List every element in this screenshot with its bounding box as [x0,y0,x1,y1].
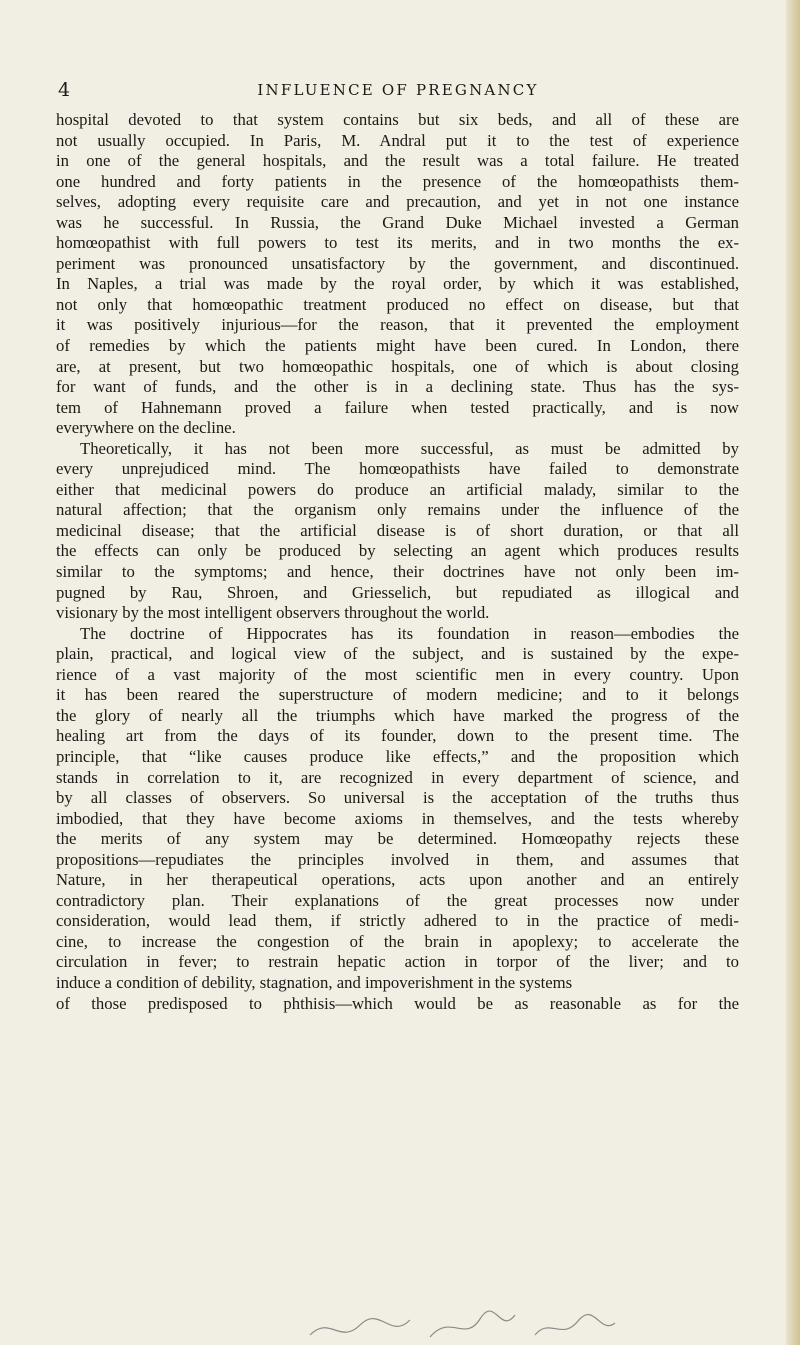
text-line: not usually occupied. In Paris, M. Andral put it to the test of experience [56,130,739,150]
text-line: the merits of any system may be determined. Homœopathy rejects these [56,829,739,849]
page-number: 4 [58,79,71,101]
text-line: Nature, in her therapeutical operations, acts upon another and an entirely [56,870,739,890]
text-line: not only that homœopathic treatment produced no effect on disease, but that [56,294,739,314]
text-line: pugned by Rau, Shroen, and Griesselich, but repudiated as illogical and [56,582,739,602]
text-line: are, at present, but two homœopathic hospitals, one of which is about closing [56,356,739,376]
text-line: in one of the general hospitals, and the result was a total failure. He treated [56,151,739,171]
text-line: propositions—repudiates the principles involved in them, and assumes that [56,849,739,869]
text-line: was he successful. In Russia, the Grand Duke Michael invested a German [56,212,739,232]
text-line: of those predisposed to phthisis—which would be as reasonable as for the [56,993,739,1013]
text-line: of remedies by which the patients might have been cured. In London, there [56,336,739,356]
text-line: periment was pronounced unsatisfactory by the government, and discontinued. [56,253,739,273]
text-line: plain, practical, and logical view of the subject, and is sustained by the expe- [56,644,739,664]
text-line: natural affection; that the organism only remains under the influence of the [56,500,739,520]
text-line: selves, adopting every requisite care and precaution, and yet in not one instance [56,192,739,212]
text-line: homœopathist with full powers to test its merits, and in two months the ex- [56,233,739,253]
running-head [58,78,738,102]
text-line: cine, to increase the congestion of the brain in apoplexy; to accelerate the [56,931,739,951]
handwritten-marks [300,1305,620,1345]
text-line: induce a condition of debility, stagnation, and impoverishment in the systems [56,972,573,992]
text-line: contradictory plan. Their explanations of the great processes now under [56,890,739,910]
text-line: Theoretically, it has not been more successful, as must be admitted by [80,438,739,458]
text-line: The doctrine of Hippocrates has its foundation in reason—embodies the [80,623,739,643]
text-line: one hundred and forty patients in the presence of the homœopathists them- [56,171,739,191]
text-line: consideration, would lead them, if strictly adhered to in the practice of medi- [56,911,739,931]
text-line: medicinal disease; that the artificial disease is of short duration, or that all [56,520,739,540]
text-line: principle, that “like causes produce like effects,” and the proposition which [56,746,739,766]
text-line: it has been reared the superstructure of modern medicine; and to it belongs [56,685,739,705]
text-line: for want of funds, and the other is in a declining state. Thus has the sys- [56,377,739,397]
text-line: either that medicinal powers do produce an artificial malady, similar to the [56,479,739,499]
text-line: circulation in fever; to restrain hepatic action in torpor of the liver; and to [56,952,739,972]
text-line: the glory of nearly all the triumphs which have marked the progress of the [56,705,739,725]
body-text [56,110,739,1014]
page-edge [786,0,800,1345]
text-line: rience of a vast majority of the most scientific men in every country. Upon [56,664,739,684]
text-line: the effects can only be produced by selecting an agent which produces results [56,541,739,561]
text-line: every unprejudiced mind. The homœopathists have failed to demonstrate [56,459,739,479]
text-line: tem of Hahnemann proved a failure when tested practically, and is now [56,397,739,417]
text-line: imbodied, that they have become axioms in themselves, and the tests whereby [56,808,739,828]
text-line: stands in correlation to it, are recognized in every department of science, and [56,767,739,787]
text-line: by all classes of observers. So universal is the acceptation of the truths thus [56,788,739,808]
text-line: healing art from the days of its founder, down to the present time. The [56,726,739,746]
text-line: hospital devoted to that system contains but six beds, and all of these are [56,110,739,129]
text-line: similar to the symptoms; and hence, their doctrines have not only been im- [56,562,739,582]
running-title: INFLUENCE OF PREGNANCY [257,81,539,99]
text-line: it was positively injurious—for the reason, that it prevented the employment [56,315,739,335]
text-line: In Naples, a trial was made by the royal order, by which it was established, [56,274,739,294]
text-line: everywhere on the decline. [56,418,236,438]
text-line: visionary by the most intelligent observers throughout the world. [56,603,490,623]
